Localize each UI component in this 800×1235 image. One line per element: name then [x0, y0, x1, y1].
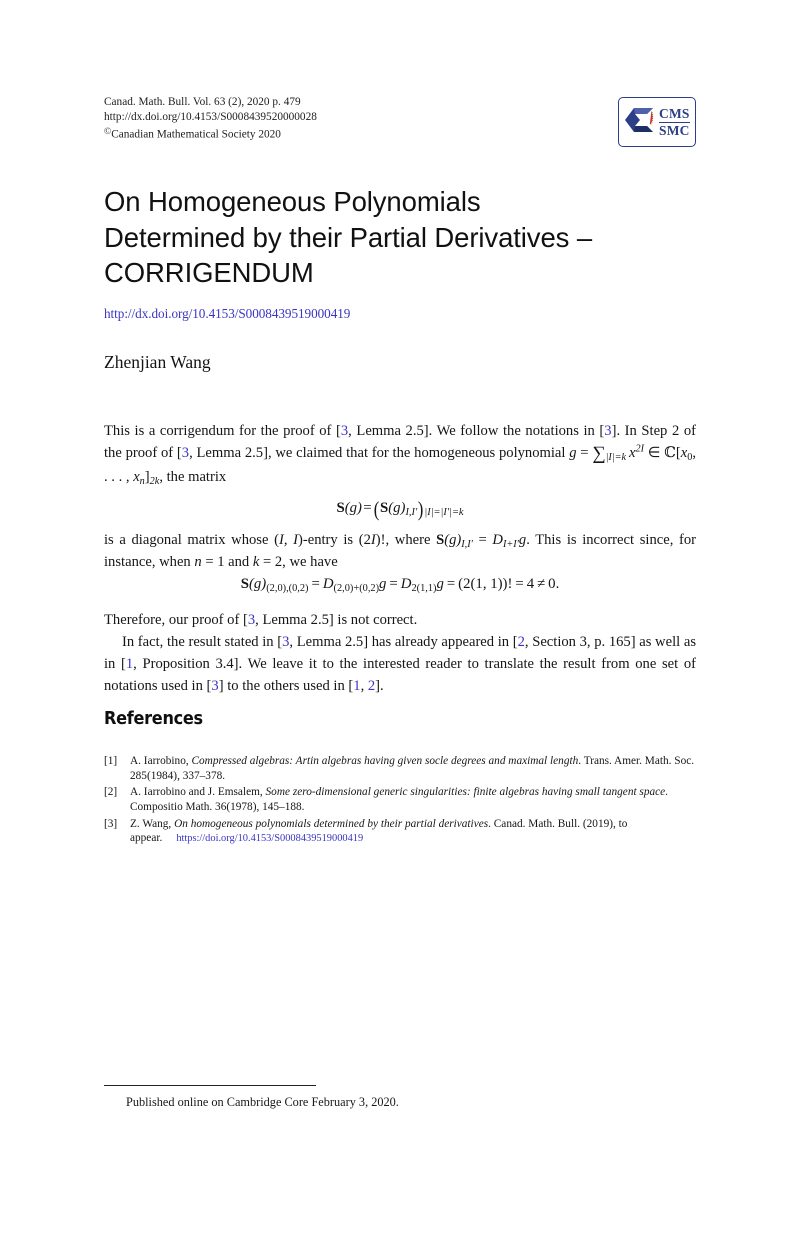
- math-D-sub: I+I′: [502, 538, 519, 550]
- eq2-equals-3: =: [446, 576, 456, 592]
- references-heading: References: [104, 709, 203, 729]
- p2-t3: )!, where: [375, 532, 437, 548]
- eq2-equals-1: =: [311, 576, 320, 592]
- p4-t7: ].: [375, 678, 384, 695]
- math-II: I, I: [278, 532, 298, 548]
- eq1-paren-open: (: [373, 497, 380, 521]
- math-xn-sub: n: [139, 475, 145, 487]
- eq2-g2: g: [436, 576, 444, 592]
- math-bracket-close: ]: [144, 468, 150, 485]
- citation-link[interactable]: 2: [517, 634, 525, 650]
- citation-link[interactable]: 1: [353, 678, 361, 695]
- citation-link[interactable]: 3: [604, 423, 612, 439]
- citation-link[interactable]: 1: [125, 656, 134, 673]
- citation-link[interactable]: 3: [211, 678, 219, 695]
- display-equation-1: [104, 497, 696, 522]
- math-g2: g: [518, 532, 527, 548]
- eq2-g1: g: [379, 576, 387, 592]
- eq1-rhs-S: S: [379, 500, 389, 517]
- math-eq: =: [576, 445, 593, 462]
- title-line-3: CORRIGENDUM: [104, 257, 314, 288]
- eq2-value-1: (2(1, 1))!: [458, 576, 513, 592]
- math-dots: , . . . ,: [104, 445, 697, 485]
- p3-t2: , Lemma 2.5] is not correct.: [255, 612, 418, 628]
- eq2-S-sub: (2,0),(0,2): [266, 582, 309, 594]
- eq2-S: S: [240, 576, 249, 592]
- math-x-sup: 2I: [635, 443, 644, 455]
- cms-smc-logo: [618, 97, 696, 147]
- citation-link[interactable]: 2: [367, 678, 376, 695]
- reference-number: [2]: [104, 786, 118, 799]
- references-list: [104, 754, 696, 849]
- eq1-rhs-sub: I,I′: [405, 507, 418, 519]
- article-doi-link[interactable]: http://dx.doi.org/10.4153/S0008439519000419: [104, 306, 351, 321]
- maple-leaf-icon: [650, 111, 654, 124]
- copyright-icon: ©: [104, 127, 112, 138]
- citation-link[interactable]: 3: [282, 634, 290, 650]
- footnote-divider: [104, 1085, 316, 1086]
- reference-doi-link[interactable]: https://doi.org/10.4153/S0008439519000419: [176, 833, 364, 845]
- math-xn: x: [133, 468, 140, 485]
- math-I: I: [370, 532, 376, 548]
- math-S-arg: (g): [444, 532, 462, 548]
- reference-source: . Canad. Math. Bull. (2019), to appear.: [130, 817, 628, 845]
- masthead-citation: Canad. Math. Bull. Vol. 63 (2), 2020 p. 479: [104, 96, 301, 108]
- author-name: Zhenjian Wang: [104, 352, 211, 372]
- cms-smc-wordmark: [659, 107, 690, 138]
- citation-link[interactable]: 3: [181, 445, 190, 462]
- reference-number: [1]: [104, 755, 118, 767]
- p1-t2: , Lemma 2.5]. We follow the notations in [: [348, 423, 605, 439]
- reference-title: On homogeneous polynomials determined by their partial derivatives: [174, 817, 489, 830]
- reference-authors: Z. Wang,: [130, 817, 175, 830]
- eq1-outer-sub: |I|=|I′|=k: [424, 507, 464, 519]
- eq2-D1: D: [322, 576, 334, 592]
- footnote-text: Published online on Cambridge Core February 3, 2020.: [126, 1095, 399, 1109]
- citation-link[interactable]: 3: [340, 423, 349, 439]
- math-in: ∈: [644, 445, 665, 462]
- math-g: g: [569, 445, 577, 462]
- p2-t1: is a diagonal matrix whose (: [104, 532, 279, 548]
- math-bracket-open: [: [675, 445, 681, 462]
- p3-t1: Therefore, our proof of [: [104, 612, 248, 628]
- citation-link[interactable]: 3: [247, 612, 256, 628]
- cms-text: CMS: [659, 105, 690, 121]
- title-line-2: Determined by their Partial Derivatives –: [104, 221, 593, 253]
- math-sum-sub: |I|=k: [605, 452, 627, 464]
- eq2-D1-sub: (2,0)+(0,2): [333, 582, 380, 594]
- paragraph-1: [104, 420, 696, 488]
- reference-title: Some zero-dimensional generic singularities: finite algebras having small tangent space: [265, 786, 666, 799]
- paragraph-2: [104, 529, 696, 573]
- eq2-D2-sub: 2(1,1): [411, 582, 437, 594]
- title-line-1: On Homogeneous Polynomials: [104, 186, 481, 217]
- reference-authors: A. Iarrobino and J. Emsalem,: [130, 786, 266, 799]
- eq2-D2: D: [400, 576, 412, 592]
- p2-neq: = 1 and: [201, 554, 253, 571]
- math-x0: x: [680, 445, 688, 462]
- masthead-copyright: [104, 125, 524, 143]
- display-equation-2: [104, 576, 696, 593]
- reference-authors: A. Iarrobino,: [130, 755, 192, 767]
- reference-source: . Trans. Amer. Math. Soc. 285(1984), 337–378.: [130, 755, 695, 782]
- reference-item: [104, 785, 696, 814]
- math-sum-icon: ∑: [592, 443, 606, 465]
- eq1-paren-close: ): [418, 497, 424, 521]
- p4-t5: ] to the others used in [: [218, 678, 354, 695]
- math-S-bold: S: [436, 532, 445, 548]
- eq1-lhs-arg: (g): [344, 500, 362, 517]
- paragraph-3: [104, 609, 696, 631]
- p4-t6: ,: [360, 678, 368, 695]
- masthead-copyright-text: Canadian Mathematical Society 2020: [111, 128, 281, 141]
- p4-t2: , Lemma 2.5] has already appeared in [: [289, 634, 518, 650]
- eq2-S-arg: (g): [248, 576, 267, 592]
- eq2-value-2: 4: [526, 576, 535, 592]
- reference-item: [104, 754, 696, 783]
- page-title: [104, 184, 664, 291]
- math-n: n: [194, 554, 202, 571]
- math-D: D: [492, 532, 503, 548]
- reference-item: [104, 817, 696, 847]
- reference-source: . Compositio Math. 36(1978), 145–188.: [130, 786, 668, 813]
- eq1-rhs-arg: (g): [388, 500, 406, 517]
- reference-title: Compressed algebras: Artin algebras having given socle degrees and maximal length: [191, 755, 579, 767]
- p1-t4: , Lemma 2.5], we claimed that for the homogeneous polynomial: [189, 445, 570, 462]
- p1-t3: ]. In Step 2 of the proof of [: [104, 423, 696, 462]
- math-complex-field: ℂ: [664, 444, 676, 462]
- masthead-doi: http://dx.doi.org/10.4153/S0008439520000028: [104, 111, 317, 124]
- paragraph-4: [104, 631, 696, 698]
- p2-keq: = 2, we have: [259, 554, 338, 571]
- eq1-lhs-S: S: [336, 500, 345, 517]
- p4-t4: , Proposition 3.4]. We leave it to the interested reader to translate the result from one set of notations used in [: [104, 656, 696, 695]
- p1-t1: This is a corrigendum for the proof of [: [104, 423, 341, 439]
- math-x: x: [629, 445, 636, 462]
- reference-number: [3]: [104, 817, 118, 830]
- p4-t3: , Section 3, p. 165] as well as in [: [104, 634, 696, 673]
- p1-t5: , the matrix: [159, 468, 227, 485]
- p4-t1: In fact, the result stated in [: [122, 634, 283, 650]
- masthead: [104, 95, 524, 143]
- p2-t4: . This is incorrect since, for instance, when: [104, 532, 697, 571]
- eq2-equals-4: =: [515, 576, 524, 592]
- math-bracket-sub: 2k: [149, 475, 160, 487]
- eq2-equals-2: =: [389, 576, 398, 592]
- math-equals: =: [472, 532, 493, 548]
- p2-t2: )-entry is (2: [298, 532, 371, 548]
- eq2-not-equal-icon: ≠: [537, 576, 546, 592]
- math-x0-sub: 0: [687, 452, 693, 464]
- eq1-equals: =: [363, 500, 372, 517]
- eq2-value-3: 0.: [548, 576, 560, 592]
- cms-triangle-icon: [623, 104, 657, 141]
- math-k: k: [252, 554, 260, 571]
- math-S-sub: I,I′: [461, 538, 473, 550]
- smc-text: SMC: [659, 122, 690, 138]
